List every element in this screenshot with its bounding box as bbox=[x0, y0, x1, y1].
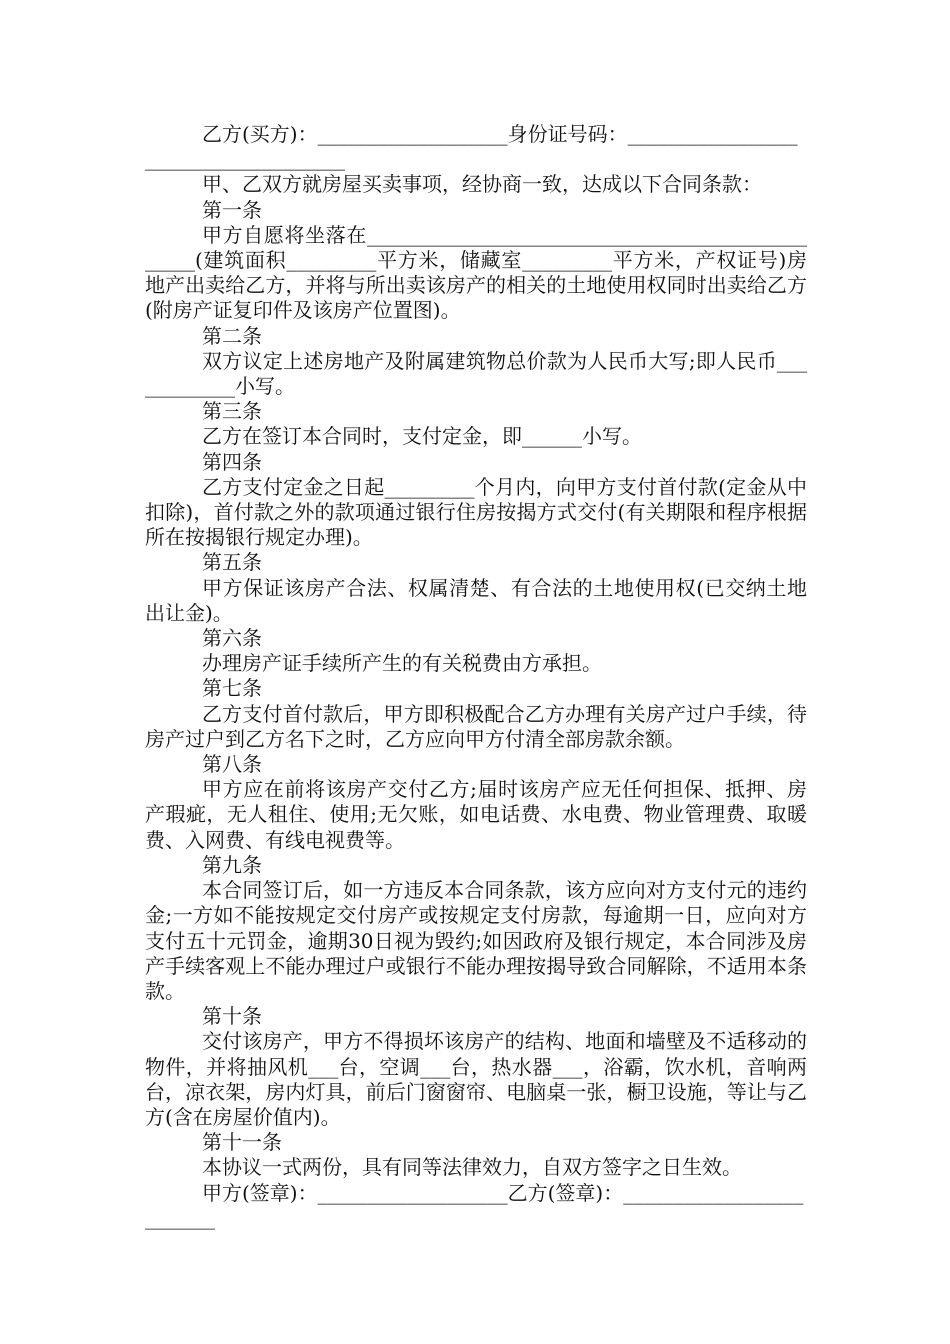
clause-1-text: 甲方自愿将坐落在_________________________________________________(建筑面积_________平方米，储藏室_________平方米，产权证号)房地产出卖给乙方，并将与所出卖该房产的相关的土地使用权同时出卖给乙方(附房产证复印件及该房产位置图)。 bbox=[145, 222, 807, 323]
clause-4-title: 第四条 bbox=[202, 449, 262, 474]
intro-paragraph: 甲、乙双方就房屋买卖事项，经协商一致，达成以下合同条款： bbox=[202, 172, 762, 197]
contract-body bbox=[145, 122, 807, 1231]
clause-6-title: 第六条 bbox=[202, 626, 262, 651]
signature-line: 甲方(签章)：___________________乙方(签章)：_________________________ bbox=[145, 1180, 804, 1230]
clause-5-title: 第五条 bbox=[202, 550, 262, 575]
clause-11-title: 第十一条 bbox=[202, 1130, 282, 1155]
clause-11-text: 本协议一式两份，具有同等法律效力，自双方签字之日生效。 bbox=[202, 1155, 742, 1180]
clause-1-title: 第一条 bbox=[202, 197, 262, 222]
clause-10-text: 交付该房产，甲方不得损坏该房产的结构、地面和墙壁及不适移动的物件，并将抽风机___台，空调___台，热水器___，浴霸，饮水机，音响两台，凉衣架，房内灯具，前后门窗窗帘、电脑桌一张，橱卫设施，等让与乙方(含在房屋价值内)。 bbox=[145, 1029, 807, 1129]
clause-2-text: 双方议定上述房地产及附属建筑物总价款为人民币大写;即人民币____________小写。 bbox=[145, 348, 807, 399]
clause-9-title: 第九条 bbox=[202, 852, 262, 877]
clause-6-text: 办理房产证手续所产生的有关税费由方承担。 bbox=[202, 651, 602, 676]
clause-7-text: 乙方支付首付款后，甲方即积极配合乙方办理有关房产过户手续，待房产过户到乙方名下之时，乙方应向甲方付清全部房款余额。 bbox=[145, 701, 807, 751]
clause-2-title: 第二条 bbox=[202, 323, 262, 348]
clause-7-title: 第七条 bbox=[202, 676, 262, 701]
clause-4-text: 乙方支付定金之日起_________个月内，向甲方支付首付款(定金从中扣除)，首付款之外的款项通过银行住房按揭方式交付(有关期限和程序根据所在按揭银行规定办理)。 bbox=[145, 474, 807, 550]
buyer-line: 乙方(买方)：___________________身份证号码：_____________________________________ bbox=[145, 122, 798, 172]
clause-3-text: 乙方在签订本合同时，支付定金，即______小写。 bbox=[202, 424, 642, 449]
clause-3-title: 第三条 bbox=[202, 399, 262, 424]
clause-8-text: 甲方应在前将该房产交付乙方;届时该房产应无任何担保、抵押、房产瑕疵，无人租住、使用;无欠账，如电话费、水电费、物业管理费、取暖费、入网费、有线电视费等。 bbox=[145, 777, 807, 852]
clause-10-title: 第十条 bbox=[202, 1004, 262, 1029]
clause-8-title: 第八条 bbox=[202, 752, 262, 777]
clause-5-text: 甲方保证该房产合法、权属清楚、有合法的土地使用权(已交纳土地出让金)。 bbox=[145, 575, 807, 625]
clause-9-text: 本合同签订后，如一方违反本合同条款，该方应向对方支付元的违约金;一方如不能按规定交付房产或按规定支付房款，每逾期一日，应向对方支付五十元罚金，逾期30日视为毁约;如因政府及银行规定，本合同涉及房产手续客观上不能办理过户或银行不能办理按揭导致合同解除，不适用本条款。 bbox=[145, 878, 807, 1003]
